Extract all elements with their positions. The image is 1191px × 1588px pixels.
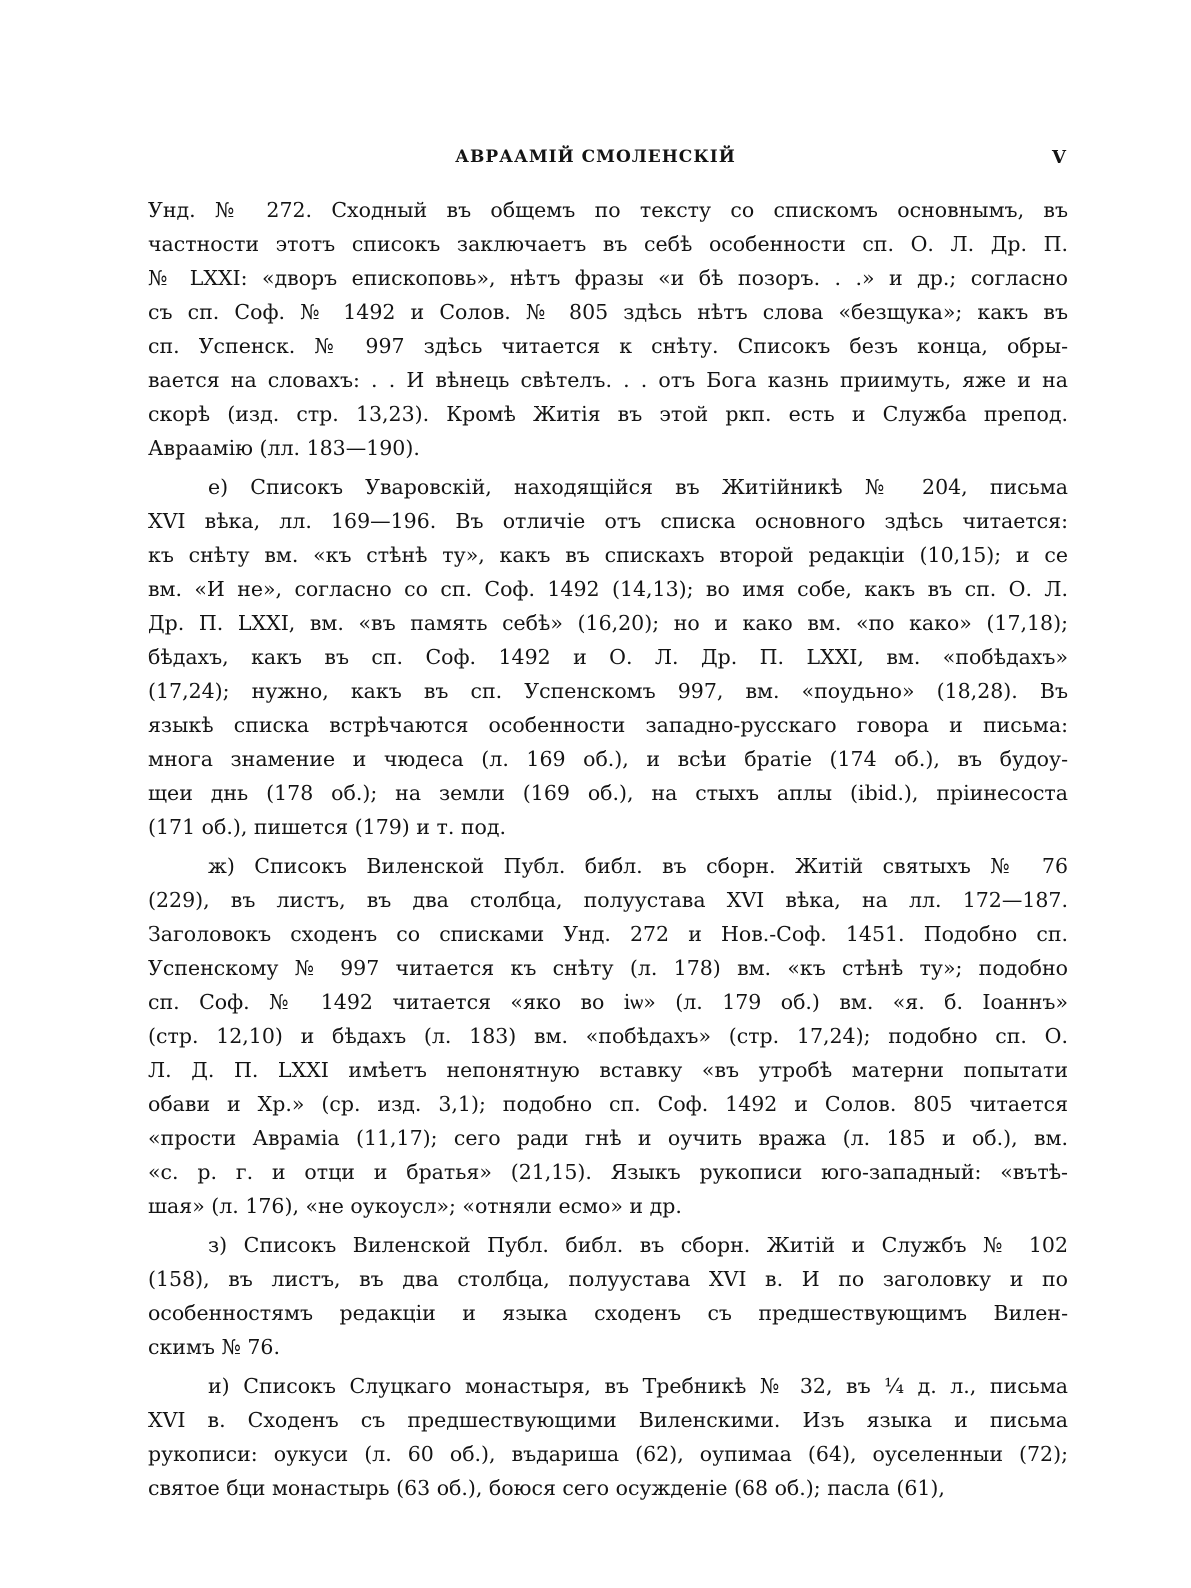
text-line: съ сп. Соф. № 1492 и Солов. № 805 здѣсь нѣтъ слова «безщука»; какъ въ bbox=[148, 300, 1068, 324]
text-line: «с. р. г. и отци и братья» (21,15). Языкъ рукописи юго-западный: «вътѣ- bbox=[148, 1160, 1068, 1184]
paragraph-zh bbox=[148, 849, 1068, 1223]
text-line: сп. Успенск. № 997 здѣсь читается к снѣту. Списокъ безъ конца, обры- bbox=[148, 334, 1068, 358]
text-line: шая» (л. 176), «не оукоусл»; «отняли есмо» и др. bbox=[148, 1194, 682, 1218]
text-line: з) Списокъ Виленской Публ. библ. въ сборн. Житій и Службъ № 102 bbox=[208, 1233, 1068, 1257]
text-line: скорѣ (изд. стр. 13,23). Кромѣ Житія въ этой ркп. есть и Служба препод. bbox=[148, 402, 1068, 426]
text-line: (171 об.), пишется (179) и т. под. bbox=[148, 815, 506, 839]
running-head bbox=[0, 147, 1191, 171]
text-line: Др. П. LXXI, вм. «въ память себѣ» (16,20); но и како вм. «по како» (17,18); bbox=[148, 611, 1068, 635]
text-line: вм. «И не», согласно со сп. Соф. 1492 (14,13); во имя собе, какъ въ сп. О. Л. bbox=[148, 577, 1068, 601]
text-line: XVI вѣка, лл. 169—196. Въ отличіе отъ списка основного здѣсь читается: bbox=[148, 509, 1068, 533]
text-line: ж) Списокъ Виленской Публ. библ. въ сборн. Житій святыхъ № 76 bbox=[208, 854, 1068, 878]
text-line: XVI в. Сходенъ съ предшествующими Виленскими. Изъ языка и письма bbox=[148, 1408, 1068, 1432]
text-line: Унд. № 272. Сходный въ общемъ по тексту со спискомъ основнымъ, въ bbox=[148, 198, 1068, 222]
text-line: частности этотъ списокъ заключаетъ въ себѣ особенности сп. О. Л. Др. П. bbox=[148, 232, 1068, 256]
paragraph-und bbox=[148, 193, 1068, 465]
text-line: (158), въ листъ, въ два столбца, полуустава XVI в. И по заголовку и по bbox=[148, 1267, 1068, 1291]
text-line: языкѣ списка встрѣчаются особенности западно-русскаго говора и письма: bbox=[148, 713, 1068, 737]
running-title: АВРААМІЙ СМОЛЕНСКІЙ bbox=[455, 147, 736, 167]
text-line: Заголовокъ сходенъ со списками Унд. 272 и Нов.-Соф. 1451. Подобно сп. bbox=[148, 922, 1068, 946]
text-line: Л. Д. П. LXXI имѣетъ непонятную вставку «въ утробѣ матерни попытати bbox=[148, 1058, 1068, 1082]
text-line: (17,24); нужно, какъ въ сп. Успенскомъ 997, вм. «поудьно» (18,28). Въ bbox=[148, 679, 1068, 703]
page-number: V bbox=[1052, 147, 1066, 168]
text-line: сп. Соф. № 1492 читается «яко во іѡ» (л. 179 об.) вм. «я. б. Іоаннъ» bbox=[148, 990, 1068, 1014]
paragraph-e bbox=[148, 470, 1068, 844]
text-line: рукописи: оукуси (л. 60 об.), въдариша (62), оупимаа (64), оуселенныи (72); bbox=[148, 1442, 1068, 1466]
body-text bbox=[148, 193, 1068, 1510]
text-line: (229), въ листъ, въ два столбца, полуустава XVI вѣка, на лл. 172—187. bbox=[148, 888, 1068, 912]
text-line: многа знамение и чюдеса (л. 169 об.), и всѣи братіе (174 об.), въ будоу- bbox=[148, 747, 1068, 771]
text-line: вается на словахъ: . . И вѣнець свѣтелъ. . . отъ Бога казнь приимуть, яже и на bbox=[148, 368, 1068, 392]
text-line: и) Списокъ Слуцкаго монастыря, въ Требникѣ № 32, въ ¼ д. л., письма bbox=[208, 1374, 1068, 1398]
text-line: Авраамію (лл. 183—190). bbox=[148, 436, 420, 460]
text-line: обави и Хр.» (ср. изд. 3,1); подобно сп. Соф. 1492 и Солов. 805 читается bbox=[148, 1092, 1068, 1116]
text-line: щеи днь (178 об.); на земли (169 об.), на стыхъ аплы (ibid.), пріинесоста bbox=[148, 781, 1068, 805]
text-line: № LXXI: «дворъ епископовь», нѣтъ фразы «и бѣ позоръ. . .» и др.; согласно bbox=[148, 266, 1068, 290]
text-line: Успенскому № 997 читается къ снѣту (л. 178) вм. «къ стѣнѣ ту»; подобно bbox=[148, 956, 1068, 980]
text-line: е) Списокъ Уваровскій, находящійся въ Житійникѣ № 204, письма bbox=[208, 475, 1068, 499]
paragraph-z bbox=[148, 1228, 1068, 1364]
text-line: «прости Авраміа (11,17); сего ради гнѣ и оучить вража (л. 185 и об.), вм. bbox=[148, 1126, 1068, 1150]
text-line: особенностямъ редакціи и языка сходенъ съ предшествующимъ Вилен- bbox=[148, 1301, 1068, 1325]
text-line: (стр. 12,10) и бѣдахъ (л. 183) вм. «побѣдахъ» (стр. 17,24); подобно сп. О. bbox=[148, 1024, 1068, 1048]
paragraph-i bbox=[148, 1369, 1068, 1505]
text-line: скимъ № 76. bbox=[148, 1335, 280, 1359]
text-line: святое бци монастырь (63 об.), боюся сего осужденіе (68 об.); пасла (61), bbox=[148, 1476, 945, 1500]
text-line: къ снѣту вм. «къ стѣнѣ ту», какъ въ спискахъ второй редакціи (10,15); и се bbox=[148, 543, 1068, 567]
text-line: бѣдахъ, какъ въ сп. Соф. 1492 и О. Л. Др. П. LXXI, вм. «побѣдахъ» bbox=[148, 645, 1068, 669]
